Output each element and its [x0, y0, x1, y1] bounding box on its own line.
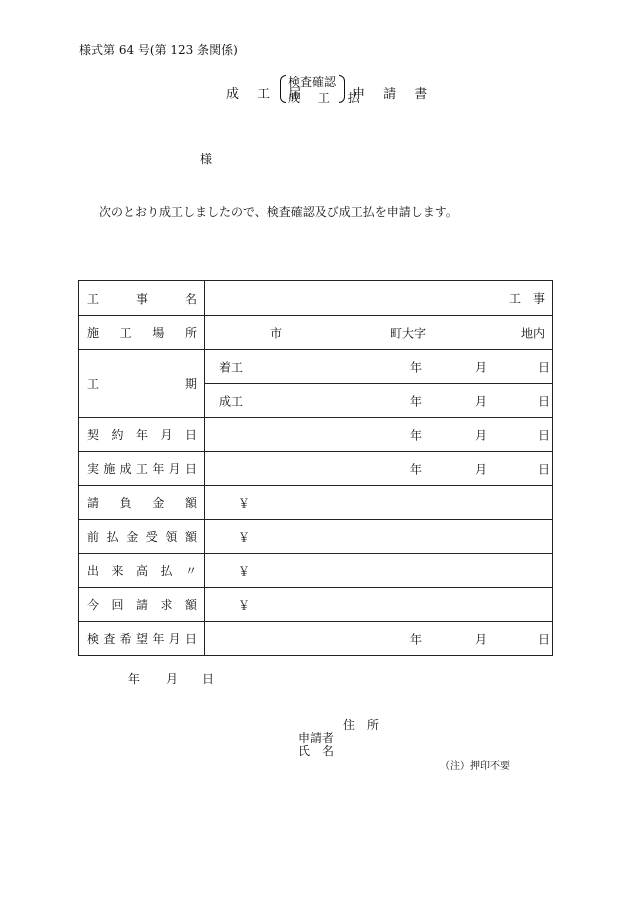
- intro-text: 次のとおり成工しましたので、検査確認及び成工払を申請します。: [99, 205, 458, 219]
- label-contract-date: 契 約 年 月 日: [79, 418, 205, 452]
- project-name-field[interactable]: [205, 281, 553, 316]
- table-row: [79, 452, 553, 486]
- year-label: 年: [410, 360, 423, 374]
- label-construction-period: 工 期: [79, 350, 205, 418]
- month-label: 月: [475, 360, 488, 374]
- day-label: 日: [538, 632, 551, 646]
- label-contract-amount: 請 負 金 額: [79, 486, 205, 520]
- label-completed-payment: 出 来 高 払 〃: [79, 554, 205, 588]
- completed-payment-field[interactable]: [205, 554, 553, 588]
- day-label: 日: [538, 360, 551, 374]
- project-suffix: 工 事: [508, 291, 545, 306]
- month-label: 月: [475, 462, 488, 476]
- year-label: 年: [410, 428, 423, 442]
- period-end-row[interactable]: [205, 384, 552, 417]
- label-location: 施 工 場 所: [79, 316, 205, 350]
- form-number: 様式第 64 号(第 123 条関係): [79, 43, 238, 57]
- location-city: 市: [270, 326, 283, 340]
- footer-day-label: 日: [202, 672, 215, 686]
- label-current-claim: 今 回 請 求 額: [79, 588, 205, 622]
- day-label: 日: [538, 428, 551, 442]
- table-row: [79, 588, 553, 622]
- completion-date-field[interactable]: [205, 452, 553, 486]
- title-option-inspection: 検査確認: [288, 75, 337, 89]
- title-prefix: 成 工 届: [226, 87, 309, 102]
- label-project-name: 工 事 名: [79, 281, 205, 316]
- location-lot: 地内: [520, 326, 545, 340]
- title-suffix: 申 請 書: [352, 87, 435, 102]
- advance-received-field[interactable]: [205, 520, 553, 554]
- label-advance-received: 前 払 金 受 領 額: [79, 520, 205, 554]
- year-label: 年: [410, 462, 423, 476]
- month-label: 月: [475, 428, 488, 442]
- period-end-label: 成工: [219, 394, 244, 408]
- day-label: 日: [538, 462, 551, 476]
- table-row: [79, 418, 553, 452]
- label-completion-date: 実 施 成 工 年 月 日: [79, 452, 205, 486]
- construction-period-field: [205, 350, 553, 418]
- seal-not-required-note: （注）押印不要: [440, 761, 510, 772]
- current-claim-field[interactable]: [205, 588, 553, 622]
- location-town: 町大字: [390, 326, 427, 340]
- month-label: 月: [475, 632, 488, 646]
- table-row: [79, 520, 553, 554]
- footer-year-label: 年: [128, 672, 141, 686]
- contract-amount-field[interactable]: [205, 486, 553, 520]
- day-label: 日: [538, 394, 551, 408]
- period-start-row[interactable]: [205, 350, 552, 384]
- yen-sign: ￥: [238, 564, 251, 578]
- yen-sign: ￥: [238, 598, 251, 612]
- addressee-honorific: 様: [200, 152, 213, 166]
- table-row: [79, 350, 553, 418]
- title-option-payment: 成 工 払: [288, 91, 367, 105]
- applicant-label: 申請者: [298, 731, 335, 745]
- year-label: 年: [410, 394, 423, 408]
- right-brace: [339, 75, 345, 103]
- application-table: [78, 280, 553, 656]
- month-label: 月: [475, 394, 488, 408]
- period-start-label: 着工: [219, 360, 244, 374]
- inspection-date-field[interactable]: [205, 622, 553, 656]
- form-title: [0, 75, 630, 107]
- left-brace: [280, 75, 286, 103]
- table-row: [79, 486, 553, 520]
- address-label: 住 所: [343, 718, 380, 732]
- yen-sign: ￥: [238, 530, 251, 544]
- table-row: [79, 622, 553, 656]
- name-label: 氏 名: [298, 744, 335, 758]
- table-row: [79, 281, 553, 316]
- footer-month-label: 月: [166, 672, 179, 686]
- yen-sign: ￥: [238, 496, 251, 510]
- year-label: 年: [410, 632, 423, 646]
- table-row: [79, 554, 553, 588]
- label-inspection-date: 検 査 希 望 年 月 日: [79, 622, 205, 656]
- location-field[interactable]: [205, 316, 553, 350]
- table-row: [79, 316, 553, 350]
- contract-date-field[interactable]: [205, 418, 553, 452]
